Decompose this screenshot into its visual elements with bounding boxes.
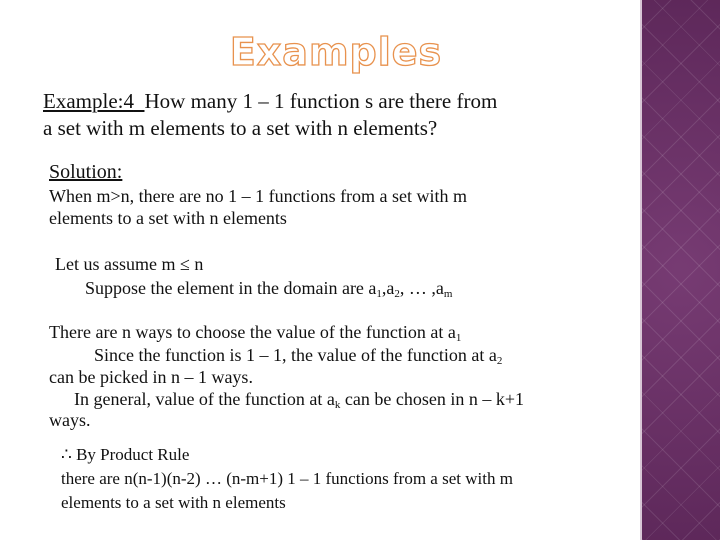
conclusion-line-2: there are n(n-1)(n-2) … (n-m+1) 1 – 1 functions from a set with m — [61, 469, 513, 488]
ways-line-3: can be picked in n – 1 ways. — [49, 367, 253, 387]
ways-line-1: There are n ways to choose the value of the function at $a_1$ — [49, 322, 462, 344]
solution-heading: Solution: — [49, 161, 123, 183]
question-line-1 — [43, 89, 497, 114]
domain-line: Suppose the element in the domain are $a_1,a_2$, … $,a_m$ — [85, 278, 453, 300]
question-line-2: a set with m elements to a set with n elements? — [43, 116, 438, 140]
side-decorative-panel — [642, 0, 720, 540]
general-line-2: ways. — [49, 410, 91, 430]
example-label: Example:4 — [43, 89, 134, 113]
solution-p1-line-2: elements to a set with n elements — [49, 208, 287, 228]
conclusion-line-3: elements to a set with n elements — [61, 493, 286, 512]
ways-line-2: Since the function is 1 – 1, the value of the function at $a_2$ — [94, 345, 503, 367]
general-line-1: In general, value of the function at $a_k$ can be chosen in n – k+1 — [74, 389, 524, 411]
assumption-line: Let us assume m ≤ n — [55, 254, 204, 274]
solution-p1-line-1: When m>n, there are no 1 – 1 functions from a set with m — [49, 186, 468, 206]
slide-title: Examples — [229, 30, 443, 74]
conclusion-line-1: ∴ By Product Rule — [61, 445, 190, 464]
question-text-1: How many 1 – 1 function s are there from — [144, 89, 498, 113]
